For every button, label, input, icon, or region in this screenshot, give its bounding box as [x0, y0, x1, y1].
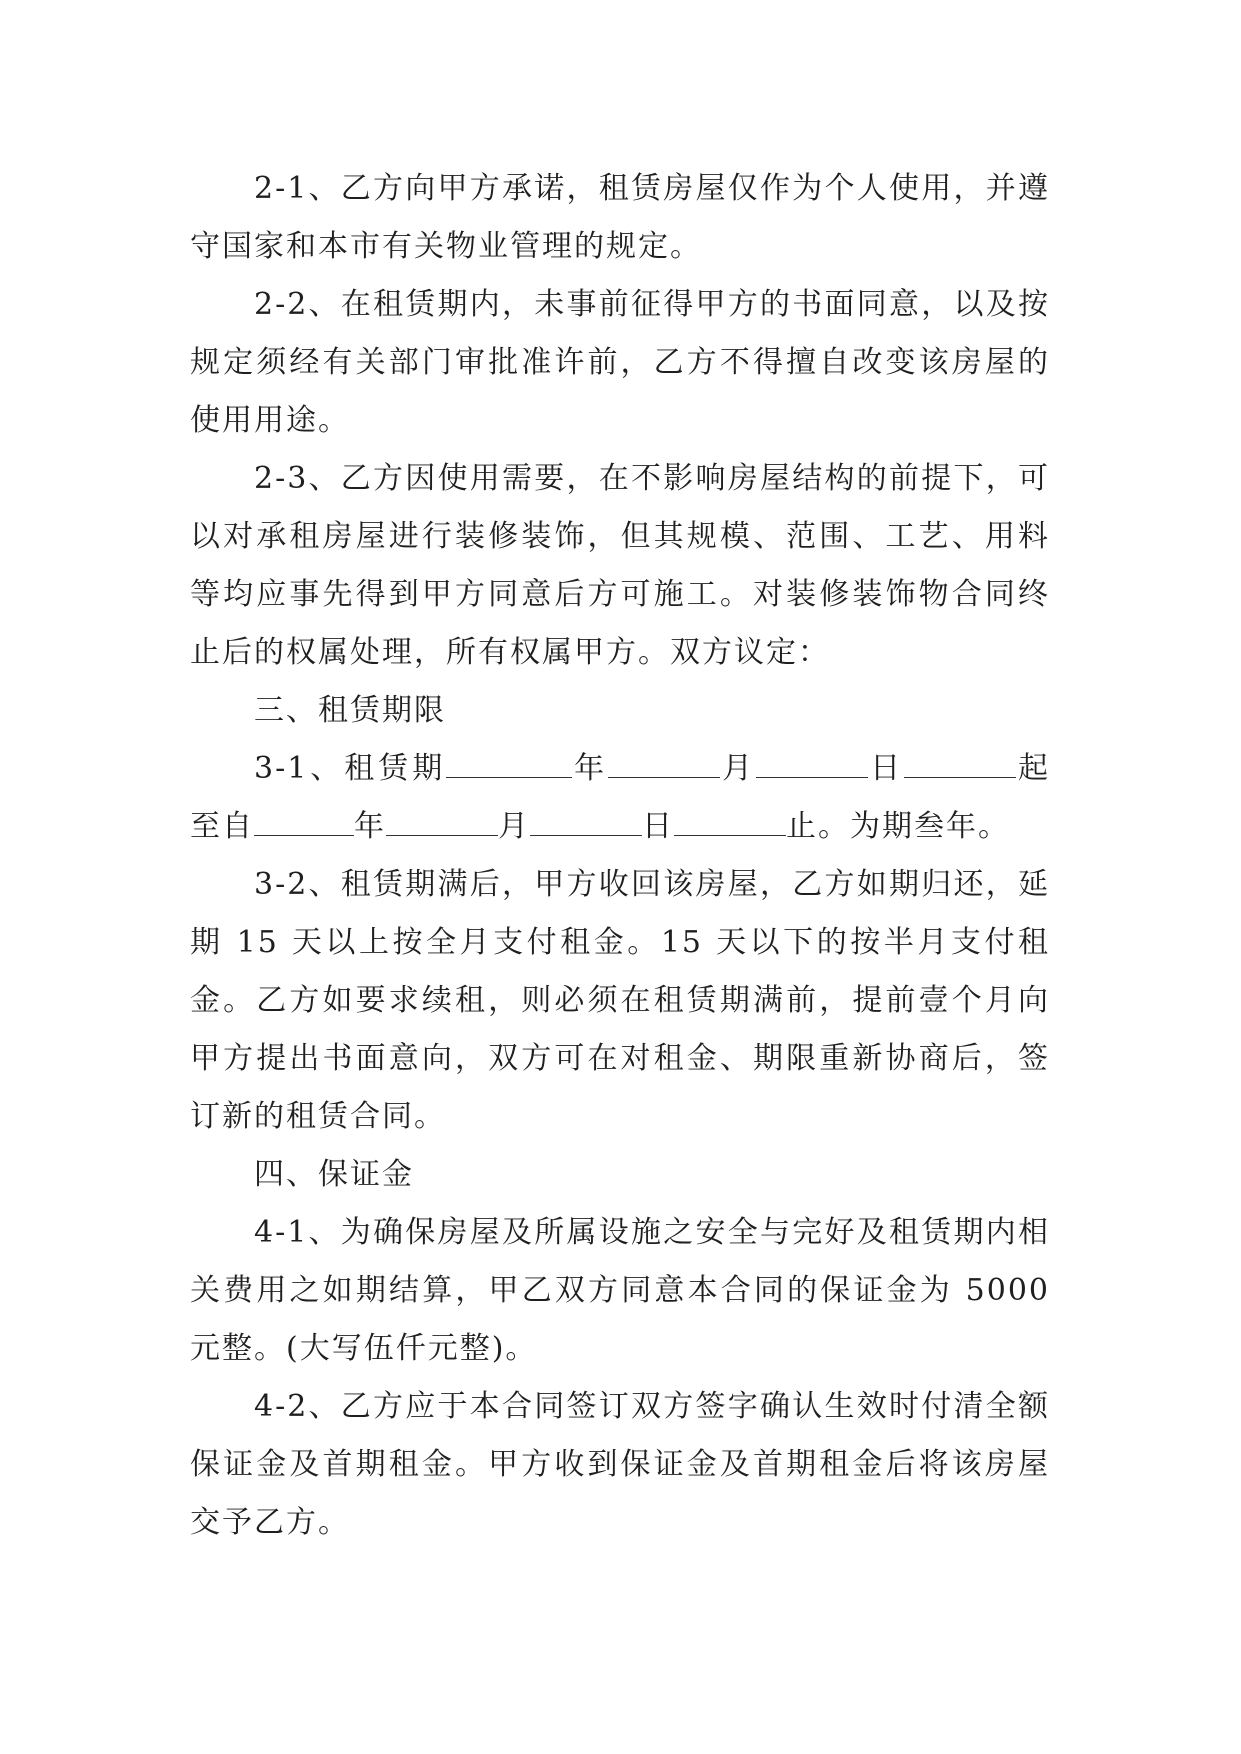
section-4-title: 四、保证金	[254, 1157, 414, 1192]
section-3-title: 三、租赁期限	[254, 693, 446, 728]
clause-2-1: 2-1、乙方向甲方承诺，租赁房屋仅作为个人使用，并遵守国家和本市有关物业管理的规定。	[190, 171, 1050, 264]
document-body	[190, 160, 1050, 1552]
clause-3-2: 3-2、租赁期满后，甲方收回该房屋，乙方如期归还，延期 15 天以上按全月支付租金。15 天以下的按半月支付租金。乙方如要求续租，则必须在租赁期满前，提前壹个月向甲方提出书面意向，双方可在对租金、期限重新协商后，签订新的租赁合同。	[190, 867, 1050, 1134]
clause-2-3: 2-3、乙方因使用需要，在不影响房屋结构的前提下，可以对承租房屋进行装修装饰，但其规模、范围、工艺、用料等均应事先得到甲方同意后方可施工。对装修装饰物合同终止后的权属处理，所有权属甲方。双方议定：	[190, 461, 1050, 670]
blank-end-month	[530, 805, 642, 836]
clause-3-1-tail: 止。为期叁年。	[786, 809, 1010, 844]
blank-start-extra	[904, 747, 1016, 778]
blank-start-year	[446, 747, 572, 778]
blank-start-month	[608, 747, 720, 778]
label-month-1: 月	[720, 751, 757, 786]
clause-4-2: 4-2、乙方应于本合同签订双方签字确认生效时付清全额保证金及首期租金。甲方收到保证金及首期租金后将该房屋交予乙方。	[190, 1389, 1050, 1540]
clause-3-1-mid: 起至自	[190, 751, 1051, 844]
label-day-2: 日	[642, 809, 674, 844]
label-year-2: 年	[354, 809, 386, 844]
blank-end-day	[674, 805, 786, 836]
label-month-2: 月	[498, 809, 530, 844]
clause-3-1	[190, 740, 1050, 856]
blank-start-day	[756, 747, 868, 778]
label-day-1: 日	[868, 751, 905, 786]
blank-end-prefix	[254, 805, 354, 836]
label-year-1: 年	[572, 751, 609, 786]
clause-4-1: 4-1、为确保房屋及所属设施之安全与完好及租赁期内相关费用之如期结算，甲乙双方同意本合同的保证金为 5000元整。(大写伍仟元整)。	[190, 1215, 1050, 1366]
clause-3-1-lead: 3-1、租赁期	[254, 751, 447, 786]
blank-end-year	[386, 805, 498, 836]
clause-2-2: 2-2、在租赁期内，未事前征得甲方的书面同意，以及按规定须经有关部门审批准许前，乙方不得擅自改变该房屋的使用用途。	[190, 287, 1050, 438]
